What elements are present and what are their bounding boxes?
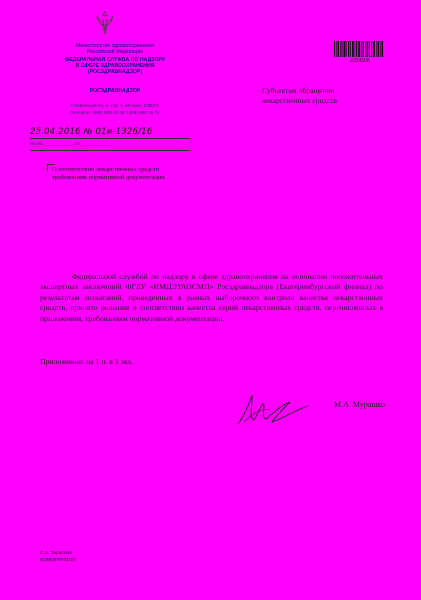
subject-line: О соответствии лекарственных средств требованиям нормативной документации [52,166,165,182]
outgoing-number: 25.04.2016 № 01и-1326/16 [30,127,153,137]
barcode-number: 2324506 [350,58,370,64]
signer-name: М.А. Мурашко [334,400,385,409]
barcode-icon [334,41,384,57]
letterhead-service-1: ФЕДЕРАЛЬНАЯ СЛУЖБА ПО НАДЗОРУ [64,57,166,63]
letter-body: Федеральной службой по надзору в сфере здравоохранения на основании положительных экспертных заключений ФГБУ «ИМЦЭУАОСМП» Росздравнадзора (Екатеринбургский филиал) по результатам испытаний, проведенных в рамках выборочного контроля качества лекарственных средств, принято решение о соответствии качества серий лекарственных средств, перечисленных в приложении, требованиям нормативной документации. [40,272,383,323]
handwritten-signature [232,392,312,428]
reference-underline [30,150,190,151]
reference-line: На № ____________ от ____________ [30,141,112,146]
letterhead-address: Славянская пл. 4, стр. 1, Москва, 109074 [71,103,159,108]
attachment-note: Приложение: на 1 л. в 1 экз. [40,357,133,366]
letterhead-department: РОСЗДРАВНАДЗОР [89,88,141,94]
number-underline [30,138,190,139]
letterhead-phone: Телефон: (495) 698 45 38; (495) 698 15 74 [70,110,160,115]
recipient: Субъектам обращения лекарственных средств [262,86,338,105]
executor-phone: 8(499)578-01-27 [40,558,76,563]
letterhead-country: Российской Федерации [86,49,144,55]
letterhead-service-2: В СФЕРЕ ЗДРАВООХРАНЕНИЯ [75,63,155,69]
coat-of-arms-icon [94,10,116,36]
executor-name: С.А. Тарасова [40,551,72,556]
letterhead-service-3: (РОСЗДРАВНАДЗОР) [87,69,143,75]
letterhead-ministry: Министерство здравоохранения [76,43,154,49]
